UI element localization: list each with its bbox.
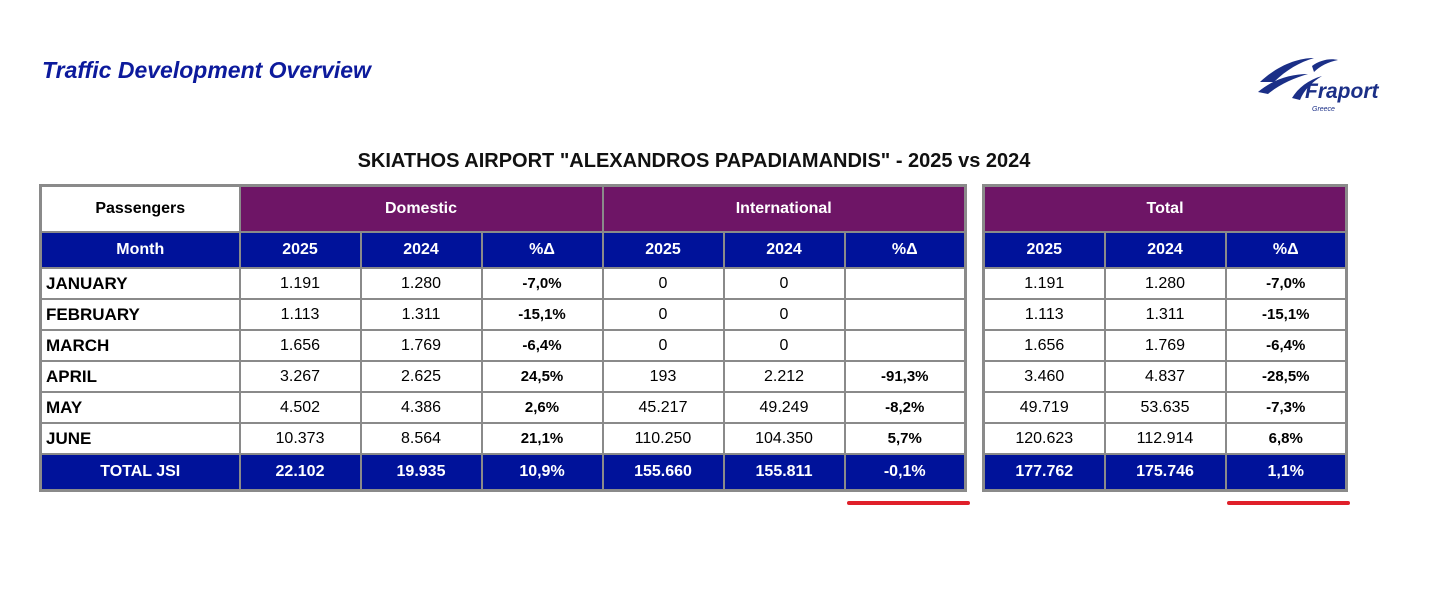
passengers-header: Passengers bbox=[41, 186, 240, 233]
intl-2025-cell: 0 bbox=[603, 330, 724, 361]
domestic-header: Domestic bbox=[240, 186, 603, 233]
month-cell: MARCH bbox=[41, 330, 240, 361]
intl-pct-cell bbox=[845, 268, 966, 299]
tot-2025-cell: 1.191 bbox=[984, 268, 1105, 299]
dom-pct-cell: 24,5% bbox=[482, 361, 603, 392]
intl-pct-cell: -91,3% bbox=[845, 361, 966, 392]
dom-2024-cell: 2.625 bbox=[361, 361, 482, 392]
page-title: Traffic Development Overview bbox=[42, 57, 371, 83]
total-label: TOTAL JSI bbox=[41, 454, 240, 491]
intl-2024-cell: 104.350 bbox=[724, 423, 845, 454]
highlight-underline-total bbox=[1227, 501, 1350, 505]
tot-pct-cell: -28,5% bbox=[1226, 361, 1347, 392]
intl-2024-cell: 2.212 bbox=[724, 361, 845, 392]
total-intl-2024: 155.811 bbox=[724, 454, 845, 491]
tot-2025-cell: 1.656 bbox=[984, 330, 1105, 361]
tot-pct-header: %Δ bbox=[1226, 232, 1347, 268]
dom-2024-cell: 4.386 bbox=[361, 392, 482, 423]
tot-2024-cell: 53.635 bbox=[1105, 392, 1226, 423]
total-intl-pct: -0,1% bbox=[845, 454, 966, 491]
intl-pct-cell bbox=[845, 299, 966, 330]
total-tot-pct: 1,1% bbox=[1226, 454, 1347, 491]
table-row bbox=[41, 392, 966, 423]
tot-2025-cell: 49.719 bbox=[984, 392, 1105, 423]
intl-2024-header: 2024 bbox=[724, 232, 845, 268]
intl-2025-cell: 0 bbox=[603, 268, 724, 299]
tot-2024-cell: 112.914 bbox=[1105, 423, 1226, 454]
dom-2025-cell: 4.502 bbox=[240, 392, 361, 423]
total-dom-2025: 22.102 bbox=[240, 454, 361, 491]
month-cell: MAY bbox=[41, 392, 240, 423]
dom-pct-cell: -15,1% bbox=[482, 299, 603, 330]
intl-pct-cell bbox=[845, 330, 966, 361]
intl-2024-cell: 0 bbox=[724, 268, 845, 299]
table-row bbox=[41, 361, 966, 392]
intl-2025-cell: 110.250 bbox=[603, 423, 724, 454]
table-row bbox=[41, 299, 966, 330]
intl-2025-header: 2025 bbox=[603, 232, 724, 268]
intl-pct-header: %Δ bbox=[845, 232, 966, 268]
tot-pct-cell: -6,4% bbox=[1226, 330, 1347, 361]
group-header-row bbox=[41, 186, 966, 233]
total-tot-2024: 175.746 bbox=[1105, 454, 1226, 491]
tot-2025-cell: 3.460 bbox=[984, 361, 1105, 392]
dom-2025-cell: 10.373 bbox=[240, 423, 361, 454]
dom-2024-cell: 8.564 bbox=[361, 423, 482, 454]
subheader-row bbox=[41, 232, 966, 268]
month-cell: APRIL bbox=[41, 361, 240, 392]
tot-pct-cell: 6,8% bbox=[1226, 423, 1347, 454]
total-tot-2025: 177.762 bbox=[984, 454, 1105, 491]
table-row bbox=[984, 392, 1347, 423]
tot-2025-cell: 120.623 bbox=[984, 423, 1105, 454]
table-row bbox=[41, 330, 966, 361]
table-row bbox=[984, 330, 1347, 361]
table-row bbox=[41, 268, 966, 299]
dom-2024-header: 2024 bbox=[361, 232, 482, 268]
total-row bbox=[41, 454, 966, 491]
intl-pct-cell: -8,2% bbox=[845, 392, 966, 423]
tot-2025-header: 2025 bbox=[984, 232, 1105, 268]
intl-2024-cell: 0 bbox=[724, 330, 845, 361]
dom-2024-cell: 1.769 bbox=[361, 330, 482, 361]
tot-2024-header: 2024 bbox=[1105, 232, 1226, 268]
report-title: SKIATHOS AIRPORT "ALEXANDROS PAPADIAMANDIS" - 2025 vs 2024 bbox=[357, 150, 1031, 172]
tot-pct-cell: -15,1% bbox=[1226, 299, 1347, 330]
international-header: International bbox=[603, 186, 966, 233]
total-dom-2024: 19.935 bbox=[361, 454, 482, 491]
dom-pct-header: %Δ bbox=[482, 232, 603, 268]
table-row bbox=[984, 361, 1347, 392]
table-row bbox=[984, 423, 1347, 454]
intl-2024-cell: 49.249 bbox=[724, 392, 845, 423]
dom-2025-cell: 1.191 bbox=[240, 268, 361, 299]
table-row bbox=[41, 423, 966, 454]
intl-2025-cell: 45.217 bbox=[603, 392, 724, 423]
traffic-table bbox=[39, 184, 967, 492]
total-group-header-row bbox=[984, 186, 1347, 233]
dom-pct-cell: 21,1% bbox=[482, 423, 603, 454]
month-cell: JANUARY bbox=[41, 268, 240, 299]
total-intl-2025: 155.660 bbox=[603, 454, 724, 491]
intl-2024-cell: 0 bbox=[724, 299, 845, 330]
tot-2024-cell: 1.769 bbox=[1105, 330, 1226, 361]
month-cell: JUNE bbox=[41, 423, 240, 454]
intl-2025-cell: 0 bbox=[603, 299, 724, 330]
total-sum-row bbox=[984, 454, 1347, 491]
tot-2025-cell: 1.113 bbox=[984, 299, 1105, 330]
tot-pct-cell: -7,0% bbox=[1226, 268, 1347, 299]
dom-pct-cell: -6,4% bbox=[482, 330, 603, 361]
table-row bbox=[984, 268, 1347, 299]
dom-2025-header: 2025 bbox=[240, 232, 361, 268]
dom-2025-cell: 1.656 bbox=[240, 330, 361, 361]
dom-2025-cell: 3.267 bbox=[240, 361, 361, 392]
total-table bbox=[982, 184, 1348, 492]
tot-2024-cell: 4.837 bbox=[1105, 361, 1226, 392]
dom-2025-cell: 1.113 bbox=[240, 299, 361, 330]
dom-pct-cell: 2,6% bbox=[482, 392, 603, 423]
total-header: Total bbox=[984, 186, 1347, 233]
logo-text: Fraport bbox=[1305, 80, 1379, 103]
dom-pct-cell: -7,0% bbox=[482, 268, 603, 299]
total-dom-pct: 10,9% bbox=[482, 454, 603, 491]
dom-2024-cell: 1.280 bbox=[361, 268, 482, 299]
dom-2024-cell: 1.311 bbox=[361, 299, 482, 330]
intl-2025-cell: 193 bbox=[603, 361, 724, 392]
intl-pct-cell: 5,7% bbox=[845, 423, 966, 454]
month-header: Month bbox=[41, 232, 240, 268]
logo-subtext: Greece bbox=[1312, 106, 1335, 113]
total-subheader-row bbox=[984, 232, 1347, 268]
tot-pct-cell: -7,3% bbox=[1226, 392, 1347, 423]
highlight-underline-intl bbox=[847, 501, 970, 505]
tot-2024-cell: 1.280 bbox=[1105, 268, 1226, 299]
table-row bbox=[984, 299, 1347, 330]
month-cell: FEBRUARY bbox=[41, 299, 240, 330]
tot-2024-cell: 1.311 bbox=[1105, 299, 1226, 330]
